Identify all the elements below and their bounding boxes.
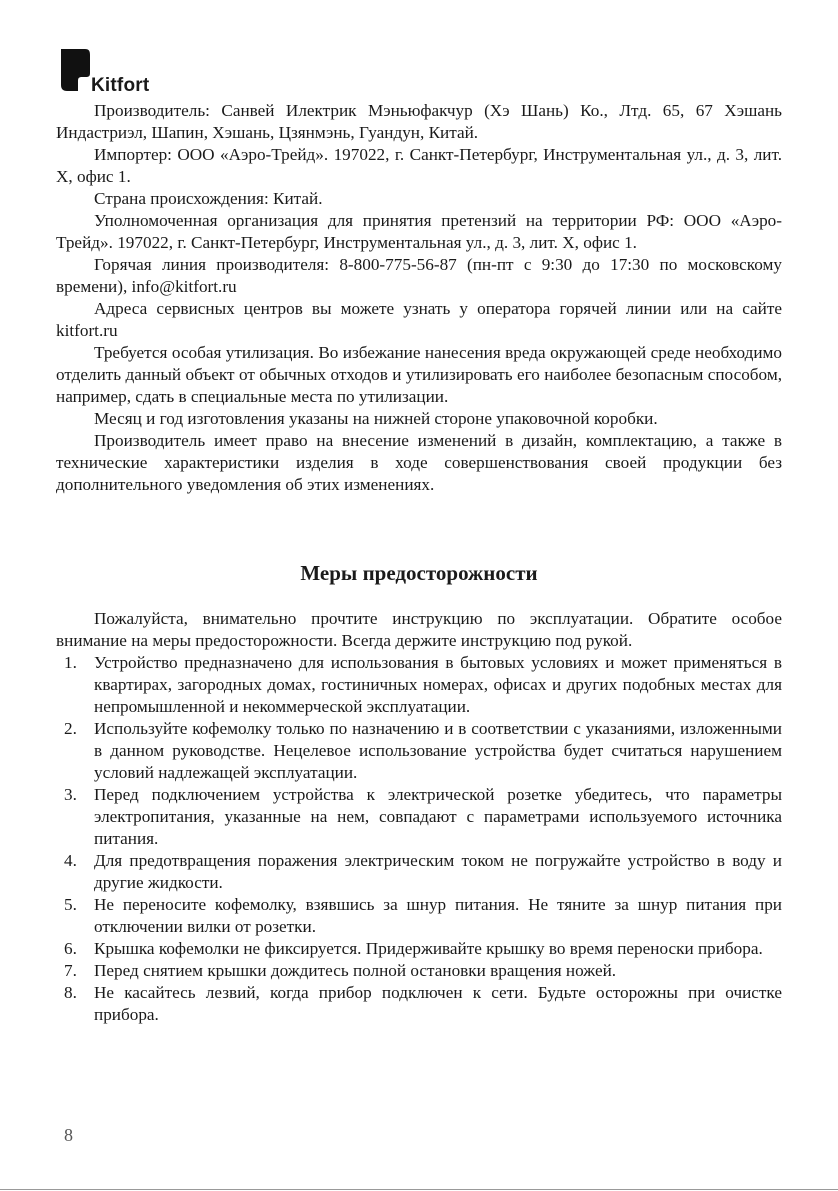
bottom-divider — [0, 1189, 838, 1190]
list-item — [56, 894, 782, 938]
list-item-number: 4. — [64, 851, 77, 870]
importer-paragraph: Импортер: ООО «Аэро-Трейд». 197022, г. Санкт-Петербург, Инструментальная ул., д. 3, лит. Х, офис 1. — [56, 145, 782, 186]
list-item — [56, 718, 782, 784]
manufacture-date-paragraph: Месяц и год изготовления указаны на нижней стороне упаковочной коробки. — [94, 409, 658, 428]
list-item-text: Для предотвращения поражения электрическим током не погружайте устройство в воду и другие жидкости. — [94, 851, 782, 892]
manufacturer-paragraph: Производитель: Санвей Илектрик Мэньюфакчур (Хэ Шань) Ко., Лтд. 65, 67 Хэшань Индастриэл, Шапин, Хэшань, Цзянмэнь, Гуандун, Китай. — [56, 101, 782, 142]
safety-intro: Пожалуйста, внимательно прочтите инструкцию по эксплуатации. Обратите особое внимание на меры предосторожности. Всегда держите инструкцию под рукой. — [56, 609, 782, 650]
list-item — [56, 982, 782, 1026]
service-centers-paragraph: Адреса сервисных центров вы можете узнать у оператора горячей линии или на сайте kitfort.ru — [56, 299, 782, 340]
list-item-text: Устройство предназначено для использования в бытовых условиях и может применяться в квартирах, загородных домах, гостиничных номерах, офисах и других подобных местах для непромышленной и некоммерческой эксплуатации. — [94, 653, 782, 716]
section-heading: Меры предосторожности — [300, 561, 538, 585]
hotline-paragraph: Горячая линия производителя: 8-800-775-56-87 (пн-пт с 9:30 до 17:30 по московскому времени), info@kitfort.ru — [56, 255, 782, 296]
logo-text: Kitfort — [91, 75, 150, 96]
origin-paragraph: Страна происхождения: Китай. — [94, 189, 323, 208]
kitfort-logo-icon — [58, 46, 92, 94]
safety-list — [56, 652, 782, 1026]
list-item-number: 3. — [64, 785, 77, 804]
list-item-number: 6. — [64, 939, 77, 958]
list-item-text: Не переносите кофемолку, взявшись за шнур питания. Не тяните за шнур питания при отключении вилки от розетки. — [94, 895, 782, 936]
page-content — [56, 100, 782, 1026]
changes-paragraph: Производитель имеет право на внесение изменений в дизайн, комплектацию, а также в технические характеристики изделия в ходе совершенствования своей продукции без дополнительного уведомления об этих изменениях. — [56, 431, 782, 494]
disposal-paragraph: Требуется особая утилизация. Во избежание нанесения вреда окружающей среде необходимо отделить данный объект от обычных отходов и утилизировать его наиболее безопасным способом, например, сдать в специальные места по утилизации. — [56, 343, 782, 406]
authorized-org-paragraph: Уполномоченная организация для принятия претензий на территории РФ: ООО «Аэро-Трейд». 197022, г. Санкт-Петербург, Инструментальная ул., д. 3, лит. Х, офис 1. — [56, 211, 782, 252]
list-item — [56, 652, 782, 718]
list-item-text: Крышка кофемолки не фиксируется. Придерживайте крышку во время переноски прибора. — [94, 939, 763, 958]
list-item-text: Используйте кофемолку только по назначению и в соответствии с указаниями, изложенными в данном руководстве. Нецелевое использование устройства будет считаться нарушением условий надлежащей эксплуатации. — [94, 719, 782, 782]
list-item — [56, 784, 782, 850]
list-item — [56, 938, 782, 960]
list-item-number: 8. — [64, 983, 77, 1002]
list-item — [56, 960, 782, 982]
page-number: 8 — [64, 1125, 73, 1145]
list-item-number: 5. — [64, 895, 77, 914]
list-item-number: 1. — [64, 653, 77, 672]
list-item-text: Перед подключением устройства к электрической розетке убедитесь, что параметры электропитания, указанные на нем, совпадают с параметрами используемого источника питания. — [94, 785, 782, 848]
list-item — [56, 850, 782, 894]
list-item-number: 2. — [64, 719, 77, 738]
list-item-number: 7. — [64, 961, 77, 980]
list-item-text: Не касайтесь лезвий, когда прибор подключен к сети. Будьте осторожны при очистке прибора. — [94, 983, 782, 1024]
list-item-text: Перед снятием крышки дождитесь полной остановки вращения ножей. — [94, 961, 617, 980]
